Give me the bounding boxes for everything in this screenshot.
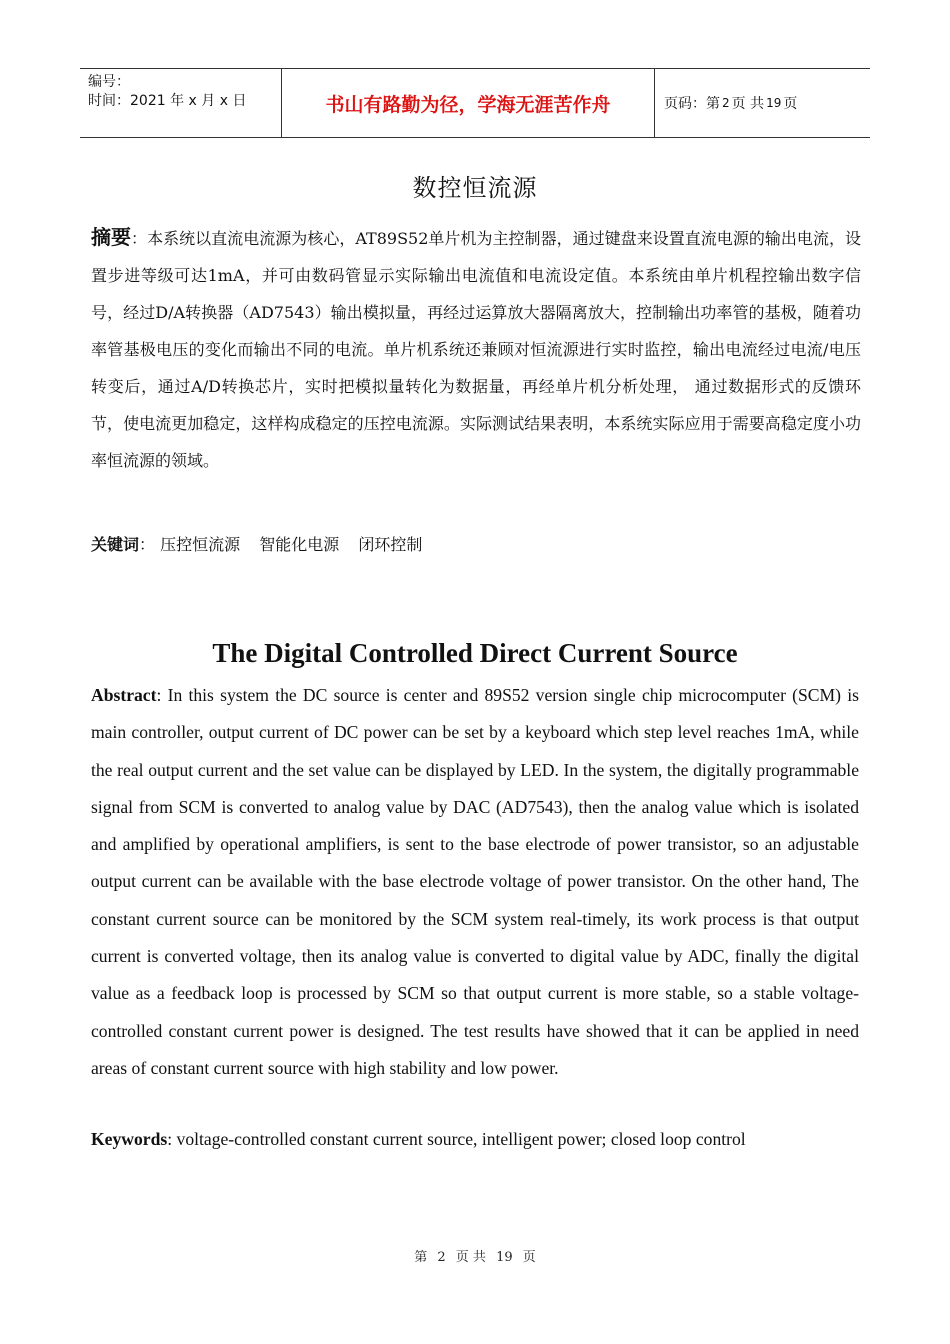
header-meta — [80, 69, 281, 137]
en-keywords-text: : voltage-controlled constant current source, intelligent power; closed loop control — [167, 1129, 746, 1149]
page-total: 19 — [766, 96, 782, 110]
footer-suffix: 页 — [522, 1250, 536, 1265]
footer-total: 19 — [496, 1250, 513, 1265]
cn-abstract-label: 摘要 — [91, 225, 132, 249]
cn-keyword: 压控恒流源 — [160, 535, 241, 554]
en-abstract-label: Abstract — [91, 685, 157, 705]
page-header — [80, 68, 870, 138]
footer-current: 2 — [437, 1250, 446, 1265]
cn-keywords — [91, 530, 861, 560]
page-footer — [0, 1246, 950, 1265]
cn-abstract-text: 本系统以直流电流源为核心，AT89S52单片机为主控制器，通过键盘来设置直流电源的输出电流，设置步进等级可达1mA，并可由数码管显示实际输出电流值和电流设定值。本系统由单片机程控输出数字信号，经过D/A转换器（AD7543）输出模拟量，再经过运算放大器隔离放大，控制输出功率管的基极，随着功率管基极电压的变化而输出不同的电流。单片机系统还兼顾对恒流源进行实时监控，输出电流经过电流/电压转变后，通过A/D转换芯片，实时把模拟量转化为数据量，再经单片机分析处理， 通过数据形式的反馈环节，使电流更加稳定，这样构成稳定的压控电流源。实际测试结果表明，本系统实际应用于需要高稳定度小功率恒流源的领域。 — [91, 229, 861, 470]
page-prefix: 页码：第 — [664, 96, 720, 112]
en-keywords-label: Keywords — [91, 1129, 168, 1149]
cn-title: 数控恒流源 — [412, 174, 538, 202]
cn-keyword: 智能化电源 — [259, 535, 340, 554]
time-label: 时间：2021 年 x 月 x 日 — [88, 93, 247, 109]
cn-keywords-colon: ： — [139, 535, 156, 554]
en-abstract — [91, 677, 859, 1087]
header-page-info — [655, 69, 870, 137]
footer-mid: 页 共 — [455, 1250, 486, 1265]
en-title: The Digital Controlled Direct Current Source — [212, 638, 738, 668]
en-keywords — [91, 1124, 859, 1154]
cn-keyword: 闭环控制 — [358, 535, 423, 554]
header-motto: 书山有路勤为径，学海无涯苦作舟 — [281, 69, 655, 137]
page-suffix: 页 — [783, 96, 798, 112]
cn-keywords-label: 关键词 — [91, 535, 140, 554]
en-abstract-text: : In this system the DC source is center and 89S52 version single chip microcomputer (SCM) is main controller, output current of DC power can be set by a keyboard which step level reaches 1mA, while the real output current and the set value can be displayed by LED. In the system, the digitally programmable signal from SCM is converted to analog value by DAC (AD7543), then the analog value which is isolated and amplified by operational amplifiers, is sent to the base electrode of power transistor, so an adjustable output current can be available with the base electrode voltage of power transistor. On the other hand, The constant current source can be monitored by the SCM system real-timely, its work process is that output current is converted voltage, then its analog value is converted to digital value by ADC, finally the digital value as a feedback loop is processed by SCM so that output current is more stable, so a stable voltage-controlled constant current power is designed. The test results have showed that it can be applied in need areas of constant current source with high stability and low power. — [91, 685, 859, 1078]
cn-abstract — [91, 219, 861, 479]
cn-abstract-colon: ： — [131, 229, 148, 248]
footer-prefix: 第 — [414, 1250, 428, 1265]
page-current: 2 — [722, 96, 730, 110]
number-label: 编号： — [88, 74, 130, 90]
page-mid: 页 共 — [731, 96, 765, 112]
